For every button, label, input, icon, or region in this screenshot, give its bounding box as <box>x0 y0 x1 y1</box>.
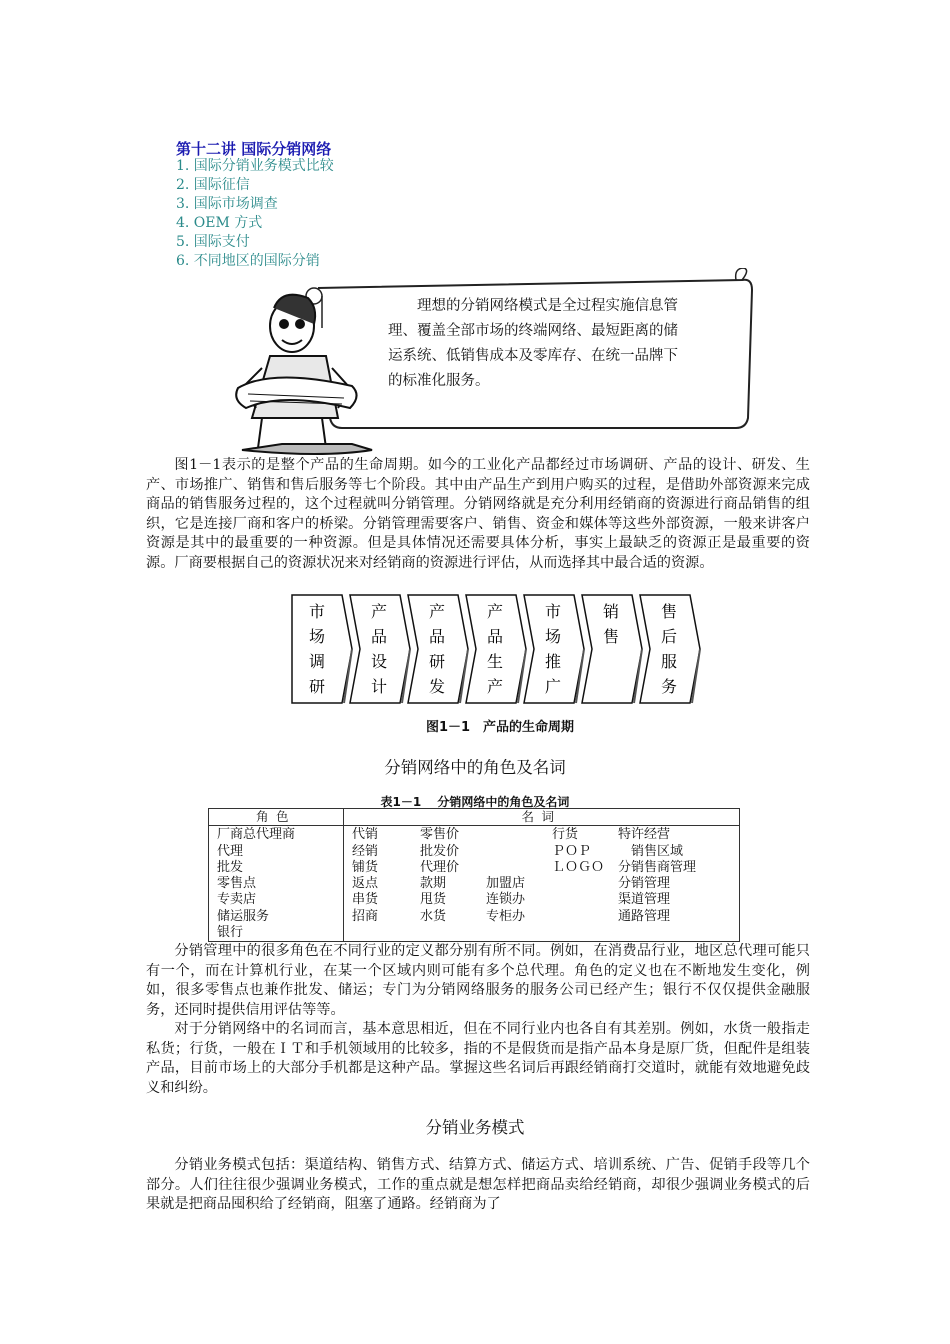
flow-step-label: 产 <box>428 602 446 621</box>
term-item: 铺货 <box>352 859 379 875</box>
flow-step-label: 产 <box>370 602 388 621</box>
section-heading-business-model: 分销业务模式 <box>425 1118 525 1137</box>
lifecycle-flow-chart <box>290 593 710 705</box>
flow-step-label: 市 <box>544 602 562 621</box>
term-item <box>552 876 618 892</box>
flow-step-label: 产 <box>486 677 504 696</box>
flow-step-label: 场 <box>308 627 326 646</box>
toc-item-3: 3. 国际市场调查 <box>176 196 278 212</box>
roles-cell <box>209 826 344 942</box>
term-item: 销售区域 <box>618 843 684 859</box>
flow-step-label: 务 <box>660 677 678 696</box>
flow-step-label: 场 <box>544 627 562 646</box>
term-item: 代理价 <box>420 859 460 875</box>
table-caption: 表1－1 分销网络中的角色及名词 <box>380 795 570 809</box>
terms-cell <box>344 826 740 942</box>
toc-item-1: 1. 国际分销业务模式比较 <box>176 158 334 174</box>
flow-step-label: 售 <box>660 602 678 621</box>
flow-step-label: 服 <box>660 652 678 671</box>
flow-step-label: 售 <box>602 627 620 646</box>
term-item: ＬＯＧＯ <box>552 859 605 875</box>
terms-row <box>352 844 739 860</box>
term-item <box>552 909 618 925</box>
flow-step-label: 推 <box>544 652 562 671</box>
callout-line-1: 理想的分销网络模式是全过程实施信息管 <box>417 298 678 314</box>
flow-step-label: 计 <box>370 677 388 696</box>
toc-item-6: 6. 不同地区的国际分销 <box>176 253 320 269</box>
term-item: 水货 <box>420 908 447 924</box>
flow-step-label: 市 <box>308 602 326 621</box>
role-item: 储运服务 <box>217 908 270 924</box>
term-item: 加盟店 <box>486 876 526 892</box>
term-item: 代销 <box>352 827 379 843</box>
term-item <box>552 892 618 908</box>
term-item: 串货 <box>352 892 379 908</box>
term-item: 甩货 <box>420 892 447 908</box>
lecture-title: 第十二讲 国际分销网络 <box>176 140 332 158</box>
flow-step-label: 品 <box>486 627 504 646</box>
terms-row <box>352 876 739 892</box>
header-roles: 角色 <box>209 809 344 826</box>
flow-step-label: 发 <box>428 677 446 696</box>
flow-step-label: 设 <box>370 652 388 671</box>
term-item: 经销 <box>352 843 379 859</box>
term-item: ＰＯＰ <box>552 843 592 859</box>
term-item: 连锁办 <box>486 892 526 908</box>
term-item: 批发价 <box>420 843 460 859</box>
term-item: 分销管理 <box>618 876 671 892</box>
flow-step-label: 产 <box>486 602 504 621</box>
role-item: 厂商总代理商 <box>217 827 296 843</box>
flow-step-label: 研 <box>428 652 446 671</box>
man-reading-scroll-icon <box>236 295 372 454</box>
term-item: 分销售商管理 <box>618 859 697 875</box>
term-item <box>486 860 552 876</box>
roles-terms-table <box>208 808 740 942</box>
role-item: 零售点 <box>217 876 257 892</box>
term-item: 招商 <box>352 908 379 924</box>
flow-step-label: 研 <box>308 677 326 696</box>
section-heading-roles: 分销网络中的角色及名词 <box>384 758 566 777</box>
callout-line-2: 理、覆盖全部市场的终端网络、最短距离的储 <box>388 323 678 339</box>
term-item: 返点 <box>352 876 379 892</box>
term-item: 行货 <box>552 827 579 843</box>
role-item: 批发 <box>217 859 244 875</box>
term-item <box>486 827 552 843</box>
terms-row <box>352 860 739 876</box>
term-item: 零售价 <box>420 827 460 843</box>
term-item: 渠道管理 <box>618 892 671 908</box>
term-item: 通路管理 <box>618 908 671 924</box>
callout-text <box>388 294 738 394</box>
terms-row <box>352 909 739 925</box>
toc-item-2: 2. 国际征信 <box>176 177 250 193</box>
flow-step-label: 调 <box>308 652 326 671</box>
role-item: 银行 <box>217 925 244 941</box>
role-item: 专卖店 <box>217 892 257 908</box>
term-item: 专柜办 <box>486 908 526 924</box>
flow-step-label: 后 <box>660 627 678 646</box>
toc-item-5: 5. 国际支付 <box>176 234 250 250</box>
paragraph-lifecycle: 图1－1表示的是整个产品的生命周期。如今的工业化产品都经过市场调研、产品的设计、研发、生产、市场推广、销售和售后服务等七个阶段。其中由产品生产到用户购买的过程，是借助外部资源来完成商品的销售服务过程的，这个过程就叫分销管理。分销网络就是充分利用经销商的资源进行商品销售的组织，它是连接厂商和客户的桥梁。分销管理需要客户、销售、资金和媒体等这些外部资源，一般来讲客户资源是其中的最重要的一种资源。但是具体情况还需要具体分析，事实上最缺乏的资源正是最重要的资源。厂商要根据自己的资源状况来对经销商的资源进行评估，从而选择其中最合适的资源。 <box>146 457 810 571</box>
paragraph-business-model: 分销业务模式包括：渠道结构、销售方式、结算方式、储运方式、培训系统、广告、促销手段等几个部分。人们往往很少强调业务模式，工作的重点就是想怎样把商品卖给经销商，却很少强调业务模式的后果就是把商品囤积给了经销商，阻塞了通路。经销商为了 <box>146 1157 810 1212</box>
term-item: 款期 <box>420 876 447 892</box>
flow-step-label: 品 <box>428 627 446 646</box>
figure-caption: 图1－1 产品的生命周期 <box>425 720 575 735</box>
term-item <box>486 844 552 860</box>
flow-step-label: 广 <box>544 677 562 696</box>
toc-item-4: 4. OEM 方式 <box>176 215 263 231</box>
flow-step-label: 销 <box>602 602 620 621</box>
callout-line-3: 运系统、低销售成本及零库存、在统一品牌下 <box>388 348 678 364</box>
flow-step-label: 品 <box>370 627 388 646</box>
header-terms: 名词 <box>344 809 740 826</box>
flow-step-label: 生 <box>486 652 504 671</box>
role-item: 代理 <box>217 843 244 859</box>
terms-row <box>352 827 739 843</box>
terms-row <box>352 892 739 908</box>
callout-line-4: 的标准化服务。 <box>388 373 490 389</box>
paragraph-roles-terms: 分销管理中的很多角色在不同行业的定义都分别有所不同。例如，在消费品行业，地区总代理可能只有一个，而在计算机行业，在某一个区域内则可能有多个总代理。角色的定义也在不断地发生变化，例如，很多零售点也兼作批发、储运；专门为分销网络服务的服务公司已经产生；银行不仅仅提供金融服务，还同时提供信用评估等等。 对于分销网络中的名词而言，基本意思相近，但在不同行业内也各自有其差别。例如，水货一般指走私货；行货，一般在ＩＴ和手机领域用的比较多，指的不是假货而是指产品本身是原厂货，但配件是组装产品，目前市场上的大部分手机都是这种产品。掌握这些名词后再跟经销商打交道时，就能有效地避免歧义和纠纷。 <box>146 943 810 1096</box>
term-item: 特许经营 <box>618 827 671 843</box>
